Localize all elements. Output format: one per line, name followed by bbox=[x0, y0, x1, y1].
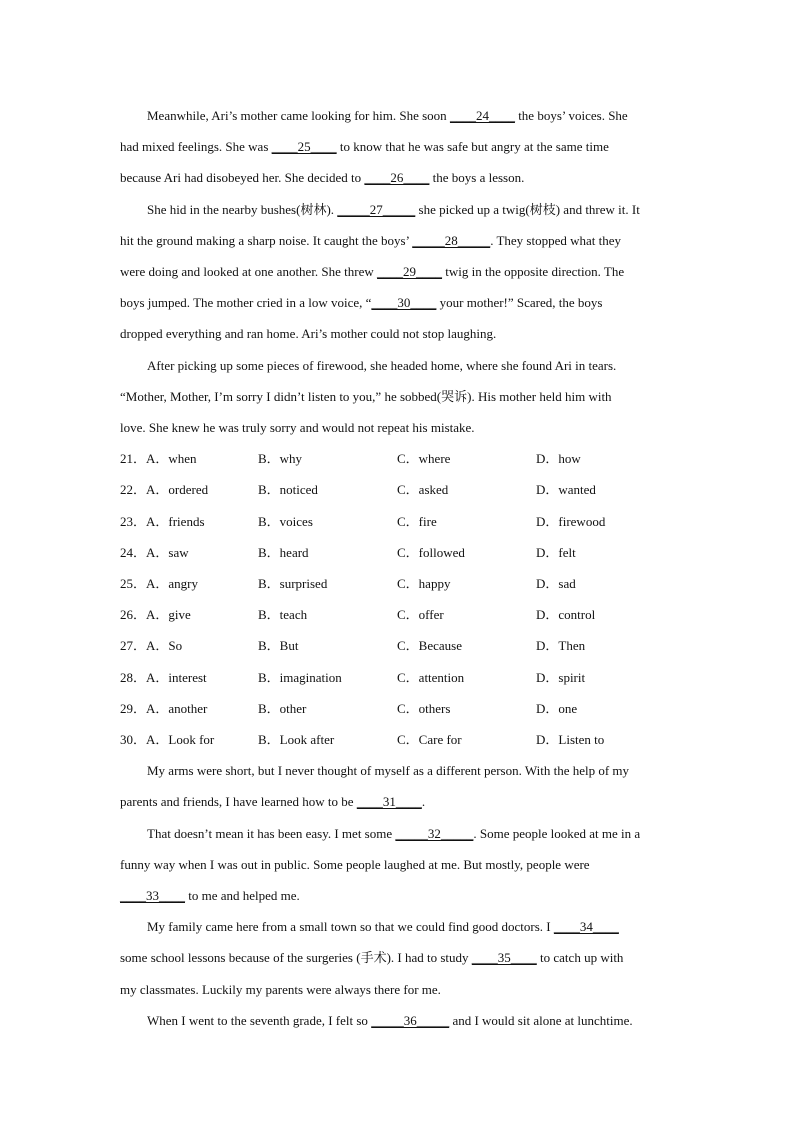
text-line: My arms were short, but I never thought of myself as a different person. With the help of my bbox=[147, 763, 630, 779]
answer-blank: ____25____ bbox=[271, 139, 337, 155]
answer-blank: ____35____ bbox=[471, 950, 537, 966]
text-line: That doesn’t mean it has been easy. I met some _____32_____. Some people looked at me in a bbox=[147, 825, 641, 841]
question-option-a: 28．A．interest bbox=[120, 669, 207, 685]
question-option-d: D．Then bbox=[536, 638, 586, 654]
question-row bbox=[120, 630, 676, 661]
text-line: boys jumped. The mother cried in a low voice, “____30____ your mother!” Scared, the boys bbox=[120, 295, 603, 311]
question-option-b: B．why bbox=[258, 451, 303, 467]
question-option-c: C．where bbox=[397, 451, 451, 467]
question-option-a: 24．A．saw bbox=[120, 544, 189, 560]
question-option-b: B．noticed bbox=[258, 482, 318, 498]
answer-blank: _____36_____ bbox=[371, 1012, 450, 1028]
text-line: love. She knew he was truly sorry and would not repeat his mistake. bbox=[120, 420, 475, 436]
answer-blank: ____29____ bbox=[377, 264, 443, 280]
question-option-c: C．Care for bbox=[397, 732, 462, 748]
answer-blank: ____30____ bbox=[371, 295, 437, 311]
question-option-d: D．how bbox=[536, 451, 581, 467]
text-line: my classmates. Luckily my parents were always there for me. bbox=[120, 981, 441, 997]
text-line: had mixed feelings. She was ____25____ to know that he was safe but angry at the same time bbox=[120, 139, 609, 155]
question-option-c: C．Because bbox=[397, 638, 462, 654]
question-option-c: C．others bbox=[397, 700, 451, 716]
text-line: funny way when I was out in public. Some people laughed at me. But mostly, people were bbox=[120, 856, 590, 872]
question-row bbox=[120, 662, 676, 693]
question-row bbox=[120, 474, 676, 505]
question-option-a: 30．A．Look for bbox=[120, 732, 215, 748]
question-option-a: 23．A．friends bbox=[120, 513, 205, 529]
question-row bbox=[120, 443, 676, 474]
question-option-b: B．voices bbox=[258, 513, 313, 529]
question-row bbox=[120, 568, 676, 599]
question-option-d: D．one bbox=[536, 700, 578, 716]
answer-blank: _____32_____ bbox=[395, 825, 474, 841]
question-option-a: 25．A．angry bbox=[120, 576, 199, 592]
question-option-b: B．Look after bbox=[258, 732, 335, 748]
question-option-b: B．imagination bbox=[258, 669, 342, 685]
question-option-d: D．sad bbox=[536, 576, 576, 592]
answer-blank: ____24____ bbox=[449, 108, 515, 123]
question-option-c: C．followed bbox=[397, 544, 465, 560]
question-option-a: 21．A．when bbox=[120, 451, 197, 467]
text-line: because Ari had disobeyed her. She decided to ____26____ the boys a lesson. bbox=[120, 170, 525, 186]
question-option-c: C．happy bbox=[397, 576, 451, 592]
question-option-d: D．spirit bbox=[536, 669, 586, 685]
question-option-a: 29．A．another bbox=[120, 700, 208, 716]
text-line: hit the ground making a sharp noise. It caught the boys’ _____28_____. They stopped what they bbox=[120, 232, 622, 248]
question-option-d: D．Listen to bbox=[536, 732, 605, 748]
question-option-c: C．asked bbox=[397, 482, 449, 498]
question-option-b: B．heard bbox=[258, 544, 309, 560]
question-option-a: 22．A．ordered bbox=[120, 482, 209, 498]
question-row bbox=[120, 506, 676, 537]
answer-blank: ____26____ bbox=[364, 170, 430, 186]
answer-blank: _____27_____ bbox=[337, 201, 416, 217]
text-line: After picking up some pieces of firewood, she headed home, where she found Ari in tears. bbox=[147, 357, 617, 373]
question-row bbox=[120, 537, 676, 568]
question-option-c: C．attention bbox=[397, 669, 465, 685]
question-option-c: C．offer bbox=[397, 607, 444, 623]
text-line: were doing and looked at one another. She threw ____29____ twig in the opposite direction. The bbox=[120, 264, 625, 280]
answer-blank: _____28_____ bbox=[412, 232, 491, 248]
question-option-b: B．teach bbox=[258, 607, 308, 623]
document-body bbox=[120, 100, 676, 1036]
text-line: ____33____ to me and helped me. bbox=[120, 888, 300, 904]
answer-blank: ____34____ bbox=[553, 919, 619, 935]
question-option-c: C．fire bbox=[397, 513, 437, 529]
text-line: “Mother, Mother, I’m sorry I didn’t listen to you,” he sobbed(哭诉). His mother held him with bbox=[120, 388, 612, 404]
question-option-d: D．felt bbox=[536, 544, 576, 560]
question-option-b: B．But bbox=[258, 638, 299, 654]
question-row bbox=[120, 693, 676, 724]
text-line: dropped everything and ran home. Ari’s mother could not stop laughing. bbox=[120, 326, 497, 342]
text-line: My family came here from a small town so that we could find good doctors. I ____34____ bbox=[147, 919, 619, 935]
question-option-d: D．wanted bbox=[536, 482, 596, 498]
question-list bbox=[120, 443, 676, 755]
text-line: Meanwhile, Ari’s mother came looking for him. She soon ____24____ the boys’ voices. She bbox=[147, 108, 628, 123]
text-line: parents and friends, I have learned how to be ____31____. bbox=[120, 794, 426, 810]
question-row bbox=[120, 724, 676, 755]
question-option-a: 26．A．give bbox=[120, 607, 191, 623]
text-line: some school lessons because of the surgeries (手术). I had to study ____35____ to catch up with bbox=[120, 950, 624, 966]
question-option-a: 27．A．So bbox=[120, 638, 183, 654]
text-line: When I went to the seventh grade, I felt so _____36_____ and I would sit alone at lunchtime. bbox=[147, 1012, 633, 1028]
question-option-d: D．control bbox=[536, 607, 596, 623]
question-option-d: D．firewood bbox=[536, 513, 606, 529]
answer-blank: ____31____ bbox=[356, 794, 422, 810]
question-option-b: B．other bbox=[258, 700, 307, 716]
text-line: She hid in the nearby bushes(树林). _____27_____ she picked up a twig(树枝) and threw it. It bbox=[147, 201, 640, 217]
question-row bbox=[120, 599, 676, 630]
question-option-b: B．surprised bbox=[258, 576, 328, 592]
answer-blank: ____33____ bbox=[120, 888, 185, 904]
